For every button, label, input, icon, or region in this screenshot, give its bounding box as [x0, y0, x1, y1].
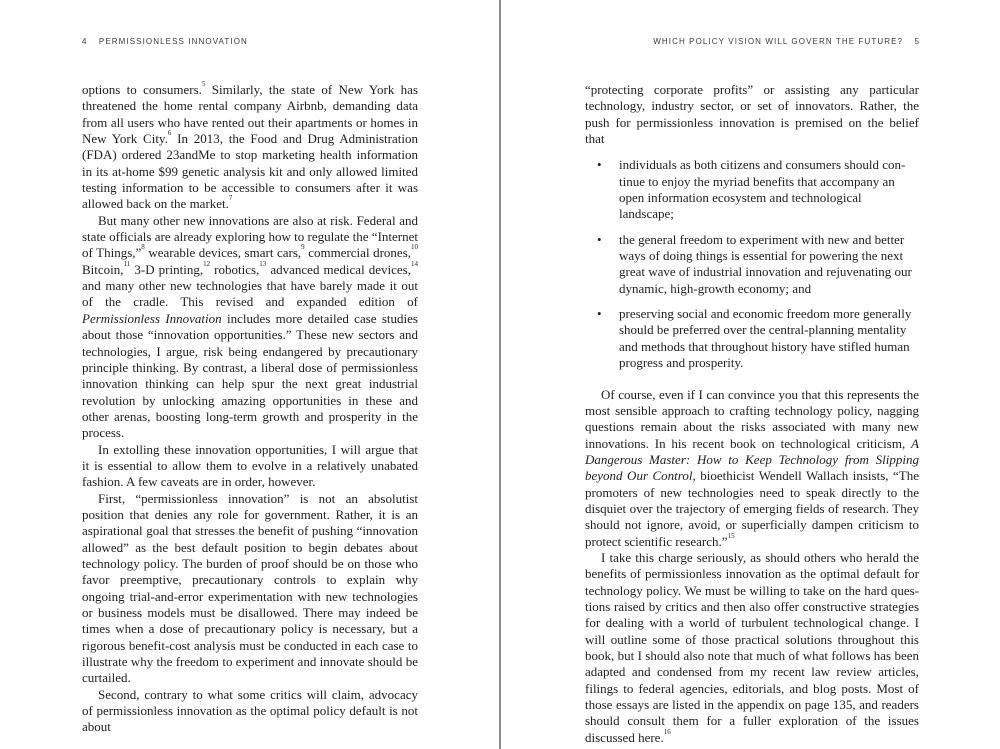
- footnote-ref: 9: [301, 243, 305, 252]
- footnote-ref: 5: [201, 80, 206, 88]
- text-run: In 2013, the Food and Drug Administration (FDA) ordered 23andMe to stop marketing health information in its at-home $99 genetic analysis kit and only allowed limited testing information to be accessible to consumers after it was allowed back on the market.: [82, 131, 418, 212]
- text-run: But many other new innovations are also at risk. Federal and state officials are already exploring how to regulate the “Internet of Things,”: [82, 212, 418, 261]
- left-body-text: [82, 82, 418, 736]
- text-run: In extolling these innovation opportunities, I will argue that it is essential to allow them to evolve in a relatively unabated fashion. A few caveats are in order, however.: [82, 441, 418, 490]
- bullet-icon: •: [597, 231, 602, 247]
- text-run: advanced medical devices,: [266, 261, 411, 277]
- text-run: Of course, even if I can convince you that this represents the most sensible approach to crafting technology policy, nagging questions remain about the risks associated with many new innovations. In his recent book on technological criticism,: [585, 386, 919, 451]
- footnote-ref: 8: [141, 243, 145, 252]
- footnote-ref: 11: [123, 259, 131, 268]
- list-item: [585, 157, 919, 222]
- bullet-icon: •: [597, 306, 602, 322]
- text-run: commercial drones,: [304, 245, 412, 261]
- text-run: 3-D printing,: [130, 261, 204, 277]
- left-running-title: PERMISSIONLESS INNOVATION: [98, 37, 248, 46]
- footnote-ref: 15: [727, 531, 735, 540]
- text-run: Bitcoin,: [82, 261, 124, 277]
- text-run: , bioethicist Wendell Wallach insists, “The promoters of new technologies need to speak directly to the disquiet over the trajectory of emerging fields of research. They should not ignore, avoid, or superficially dampen criticism to protect scientific research.”: [585, 468, 920, 549]
- text-run: First, “permissionless innovation” is not an absolutist position that denies any role for government. Rather, it is an aspirational goal that stresses the benefit of pushing “innovation allowed” as the best default position to begin debates about technology policy. The burden of proof should be on those who favor preemptive, precautionary controls to explain why ongoing trial-and-error experimentation with new technologies or business models must be disallowed. There may indeed be times when a dose of precautionary policy is necessary, but a rigorous benefit-cost analysis must be conducted in each case to illustrate why the freedom to experiment and innovate should be curtailed.: [82, 490, 418, 686]
- footnote-ref: 13: [259, 259, 267, 268]
- text-run: “protecting corporate profits” or assisting any particular technology, industry sector, or set of innovators. Rather, the push for permissionless innovation is premised on the belief that: [585, 82, 919, 147]
- right-body-text: [585, 82, 919, 746]
- paragraph: [82, 82, 418, 213]
- footnote-ref: 12: [203, 259, 211, 268]
- right-page-number: 5: [914, 37, 920, 46]
- paragraph: [82, 491, 418, 687]
- right-running-header: [653, 37, 920, 46]
- paragraph: [585, 82, 919, 147]
- bullet-icon: •: [597, 157, 602, 173]
- list-item: [585, 306, 919, 371]
- footnote-ref: 10: [411, 243, 419, 252]
- paragraph: [82, 442, 418, 491]
- right-page: [501, 0, 1000, 749]
- footnote-ref: 7: [228, 194, 233, 203]
- list-item: [585, 232, 919, 297]
- paragraph: [585, 550, 919, 746]
- text-run: options to consumers.: [82, 82, 202, 97]
- text-run: and many other new technologies that have barely made it out of the cradle. This revised and expanded edition of: [82, 278, 418, 310]
- footnote-ref: 14: [411, 259, 418, 268]
- italic-title: Permissionless Innovation: [82, 310, 222, 326]
- left-page-number: 4: [82, 37, 88, 46]
- right-running-title: WHICH POLICY VISION WILL GOVERN THE FUTURE?: [653, 37, 904, 46]
- paragraph: [82, 213, 418, 442]
- list-item-text: the general freedom to experiment with new and better ways of doing things is essential for powering the next great wave of industrial innovation and rejuvenating our dynamic, high-growth economy; and: [619, 231, 912, 296]
- text-run: includes more detailed case studies about those “innovation opportunities.” These new sectors and technologies, I argue, risk being endangered by precautionary principle thinking. By contrast, a liberal dose of permissionless innovation thinking can help spur the next great industrial revolution by unlocking amazing opportunities in these and other arenas, boosting long-term growth and prosperity in the process.: [82, 310, 418, 441]
- text-run: robotics,: [210, 261, 260, 277]
- paragraph: [82, 687, 418, 736]
- text-run: Similarly, the state of New York has threatened the home rental company Airbnb, demanding data from all users who have rented out their apartments or homes in New York City.: [82, 82, 418, 147]
- footnote-ref: 6: [167, 129, 172, 138]
- list-item-text: individuals as both citizens and consumers should continue to enjoy the myriad benefits that accompany an open information ecosystem and technological landscape;: [619, 157, 906, 222]
- italic-title: A Dangerous Master: How to Keep Technology from Slipping beyond Our Control: [585, 435, 919, 484]
- text-run: I take this charge seriously, as should others who herald the benefits of permissionless innovation as the optimal default for technology policy. We must be willing to take on the hard questions raised by critics and then also offer constructive strategies for dealing with a world of turbulent technological change. I will outline some of those practical solutions throughout this book, but I should also note that much of what follows has been adapted and condensed from my recent law review articles, filings to federal agencies, editorials, and blog posts. Most of those essays are listed in the appendix on page 135, and readers should consult them for a fuller exploration of the issues discussed here.: [585, 549, 919, 745]
- text-run: Second, contrary to what some critics will claim, advocacy of permissionless innovation as the optimal policy default is not about: [82, 686, 418, 735]
- footnote-ref: 16: [663, 727, 671, 736]
- paragraph: [585, 387, 919, 550]
- list-item-text: preserving social and economic freedom more generally should be preferred over the central-planning mentality and methods that throughout history have stifled human progress and prosperity.: [619, 306, 912, 371]
- left-page: [0, 0, 499, 749]
- left-running-header: [82, 37, 248, 46]
- bullet-list: [585, 157, 919, 371]
- text-run: wearable devices, smart cars,: [144, 245, 302, 261]
